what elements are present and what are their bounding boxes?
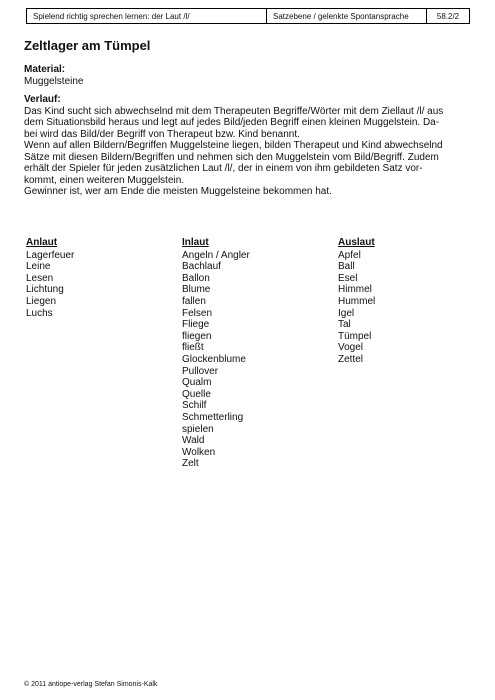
- list-item: Liegen: [26, 295, 57, 307]
- auslaut-column: [338, 237, 478, 366]
- list-item: Pullover: [182, 365, 219, 377]
- anlaut-heading: Anlaut: [26, 237, 58, 248]
- list-item: fliegen: [182, 330, 212, 342]
- list-item: Apfel: [338, 249, 361, 261]
- auslaut-heading: Auslaut: [338, 237, 375, 248]
- list-item: Blume: [182, 284, 211, 296]
- verlauf-line: Gewinner ist, wer am Ende die meisten Muggelsteine bekommen hat.: [24, 186, 332, 197]
- list-item: Zelt: [182, 458, 199, 470]
- page-title: Zeltlager am Tümpel: [24, 38, 151, 53]
- list-item: Bachlauf: [182, 261, 221, 273]
- verlauf-line: Sätze mit diesen Bildern/Begriffen und nehmen sich den Muggelstein vom Bild/Begriff. Zudem: [24, 151, 439, 163]
- verlauf-line: bei wird das Bild/der Begriff von Therapeut bzw. Kind benannt.: [24, 128, 300, 140]
- list-item: Lesen: [26, 272, 54, 284]
- verlauf-line: kommt, einen weiteren Muggelstein.: [24, 174, 185, 186]
- header-bar: [26, 8, 470, 24]
- verlauf-heading: Verlauf:: [24, 94, 61, 105]
- inlaut-heading: Inlaut: [182, 237, 209, 248]
- verlauf-line: Das Kind sucht sich abwechselnd mit dem Therapeuten Begriffe/Wörter mit dem Ziellaut /l/ aus: [24, 105, 444, 117]
- list-item: Leine: [26, 261, 51, 273]
- verlauf-line: Wenn auf allen Bildern/Begriffen Muggelsteine liegen, bilden Therapeut und Kind abwechselnd: [24, 140, 443, 151]
- list-item: Himmel: [338, 284, 372, 296]
- list-item: Quelle: [182, 388, 211, 400]
- inlaut-column: [182, 237, 322, 470]
- list-item: Schmetterling: [182, 411, 244, 423]
- list-item: Tal: [338, 319, 351, 331]
- list-item: Ballon: [182, 272, 210, 284]
- list-item: Felsen: [182, 307, 213, 319]
- list-item: Igel: [338, 307, 355, 319]
- list-item: spielen: [182, 423, 214, 435]
- list-item: Fliege: [182, 319, 210, 331]
- list-item: Schilf: [182, 400, 207, 412]
- list-item: Tümpel: [338, 330, 372, 342]
- list-item: Vogel: [338, 342, 364, 354]
- list-item: Luchs: [26, 307, 53, 319]
- list-item: Qualm: [182, 377, 212, 389]
- list-item: Esel: [338, 272, 358, 284]
- list-item: Ball: [338, 261, 355, 273]
- list-item: Lichtung: [26, 284, 64, 296]
- material-text: Muggelsteine: [24, 75, 84, 87]
- header-page-number: 58.2/2: [436, 11, 460, 21]
- verlauf-text: [24, 106, 470, 198]
- list-item: Angeln / Angler: [182, 249, 250, 261]
- list-item: fallen: [182, 295, 206, 307]
- verlauf-line: erhält der Spieler für jeden zusätzlichen Laut /l/, der in einem von ihm gebildeten Satz vor-: [24, 163, 423, 174]
- anlaut-column: [26, 237, 166, 319]
- list-item: Lagerfeuer: [26, 249, 75, 261]
- header-level: Satzebene / gelenkte Spontansprache: [267, 9, 427, 23]
- list-item: fließt: [182, 342, 204, 354]
- copyright-footer: © 2011 antiope-verlag Stefan Simonis-Kalk: [24, 681, 158, 688]
- header-series-title: Spielend richtig sprechen lernen: der Laut /l/: [27, 9, 267, 23]
- list-item: Wolken: [182, 446, 216, 458]
- instructions: [24, 64, 470, 198]
- list-item: Wald: [182, 435, 205, 447]
- material-heading: Material:: [24, 64, 66, 75]
- list-item: Glockenblume: [182, 353, 246, 365]
- verlauf-line: dem Situationsbild heraus und legt auf jedes Bild/jeden Begriff einen kleinen Muggelstein. Da-: [24, 117, 440, 128]
- list-item: Zettel: [338, 353, 364, 365]
- list-item: Hummel: [338, 295, 376, 307]
